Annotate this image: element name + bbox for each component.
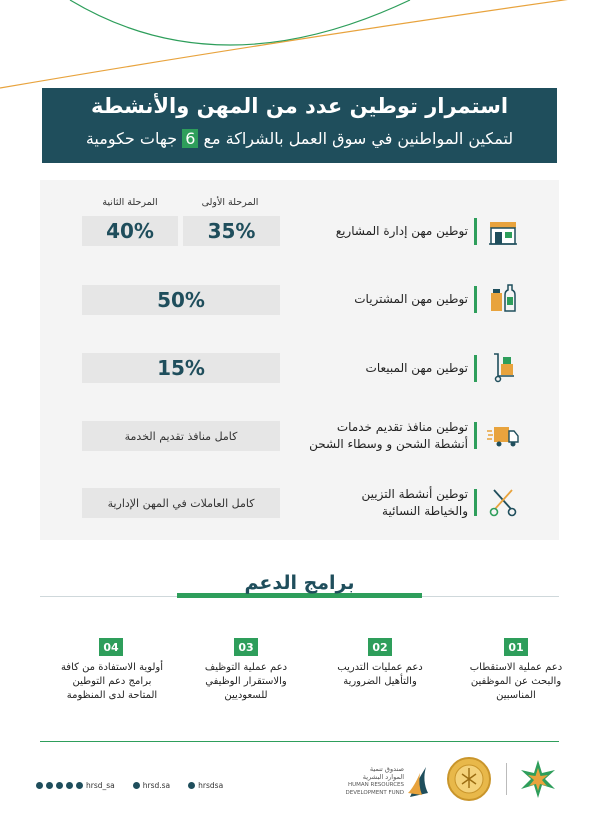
program-line: دعم عمليات التدريب bbox=[337, 662, 423, 673]
hrdf-en-line2: DEVELOPMENT FUND bbox=[345, 790, 404, 796]
program-number-badge: 04 bbox=[99, 638, 123, 656]
subtitle-after: جهات حكومية bbox=[85, 129, 178, 148]
social-handle-3[interactable]: hrsdsa bbox=[198, 781, 224, 790]
program-line: برامج دعم التوطين bbox=[72, 676, 152, 687]
program-line: المتاحة لدى المنظومة bbox=[66, 690, 158, 701]
row-accent-bar bbox=[474, 422, 477, 449]
hrdf-en-line1: HUMAN RESOURCES bbox=[347, 782, 404, 788]
phase-second-label: المرحلة الثانية bbox=[102, 197, 158, 208]
row-label-line1: توطين منافذ تقديم خدمات bbox=[336, 420, 468, 434]
instagram-icon[interactable] bbox=[56, 782, 63, 789]
program-text bbox=[48, 661, 176, 703]
subtitle-before: لتمكين المواطنين في سوق العمل بالشراكة مع bbox=[203, 129, 514, 148]
twitter-icon[interactable] bbox=[36, 782, 43, 789]
program-number-badge: 02 bbox=[368, 638, 392, 656]
row-accent-bar bbox=[474, 218, 477, 245]
ministry-star-logo-icon bbox=[515, 758, 561, 800]
page-subtitle bbox=[42, 129, 557, 148]
row-label bbox=[290, 419, 468, 453]
row-label-line2: أنشطة الشحن و وسطاء الشحن bbox=[309, 437, 468, 451]
program-line: والبحث عن الموظفين bbox=[470, 676, 562, 687]
linkedin-icon[interactable] bbox=[76, 782, 83, 789]
program-number-badge: 03 bbox=[234, 638, 258, 656]
program-number-badge: 01 bbox=[504, 638, 528, 656]
groceries-icon bbox=[486, 281, 520, 315]
row-label bbox=[300, 486, 468, 520]
program-text bbox=[186, 661, 306, 703]
facebook-icon[interactable] bbox=[66, 782, 73, 789]
program-line: والاستقرار الوظيفي bbox=[205, 676, 287, 687]
social-handles bbox=[36, 781, 223, 790]
social-handle-2[interactable]: hrsd.sa bbox=[142, 781, 171, 790]
row-label: توطين مهن إدارة المشاريع bbox=[335, 224, 468, 238]
snapchat-icon[interactable] bbox=[188, 782, 195, 789]
row-accent-bar bbox=[474, 489, 477, 516]
program-line: للسعوديين bbox=[224, 690, 268, 701]
hrdf-ar-line2: الموارد البشرية bbox=[362, 773, 404, 781]
decorative-curves bbox=[0, 0, 599, 95]
program-line: أولوية الاستفادة من كافة bbox=[60, 662, 164, 673]
phase-first-label: المرحلة الأولى bbox=[201, 197, 259, 208]
tiktok-icon[interactable] bbox=[133, 782, 140, 789]
program-line: المناسبين bbox=[496, 690, 536, 701]
phase-first-value: 35% bbox=[183, 216, 280, 246]
hrdf-emblem-icon bbox=[406, 763, 430, 801]
program-line: دعم عملية الاستقطاب bbox=[469, 662, 563, 673]
scissors-icon bbox=[486, 485, 520, 519]
program-line: والتأهيل الضرورية bbox=[343, 676, 417, 687]
logo-separator bbox=[506, 763, 507, 795]
hand-truck-icon bbox=[486, 350, 520, 384]
social-handle-1[interactable]: hrsd_sa bbox=[86, 781, 115, 790]
program-line: دعم عملية التوظيف bbox=[204, 662, 288, 673]
page-title: استمرار توطين عدد من المهن والأنشطة bbox=[90, 94, 509, 118]
youtube-icon[interactable] bbox=[46, 782, 53, 789]
row-value: كامل العاملات في المهن الإدارية bbox=[82, 488, 280, 518]
delivery-truck-icon bbox=[486, 418, 520, 452]
row-label: توطين مهن المبيعات bbox=[365, 361, 468, 375]
row-label-line1: توطين أنشطة التزيين bbox=[361, 487, 468, 501]
program-text bbox=[456, 661, 576, 703]
row-label-line2: والخياطة النسائية bbox=[382, 504, 468, 518]
row-value: 15% bbox=[82, 353, 280, 383]
program-text bbox=[320, 661, 440, 689]
store-icon bbox=[486, 214, 520, 248]
row-accent-bar bbox=[474, 355, 477, 382]
support-title: برامج الدعم bbox=[244, 572, 355, 594]
row-label: توطين مهن المشتريات bbox=[354, 292, 468, 306]
phase-second-value: 40% bbox=[82, 216, 178, 246]
subtitle-number: 6 bbox=[182, 129, 198, 148]
header-banner bbox=[42, 88, 557, 163]
hrdf-logo bbox=[342, 761, 432, 803]
row-value: 50% bbox=[82, 285, 280, 315]
royal-seal-icon bbox=[446, 756, 492, 802]
row-accent-bar bbox=[474, 286, 477, 313]
row-value: كامل منافذ تقديم الخدمة bbox=[82, 421, 280, 451]
footer-divider bbox=[40, 741, 559, 742]
hrdf-ar-line1: صندوق تنمية bbox=[369, 765, 404, 773]
